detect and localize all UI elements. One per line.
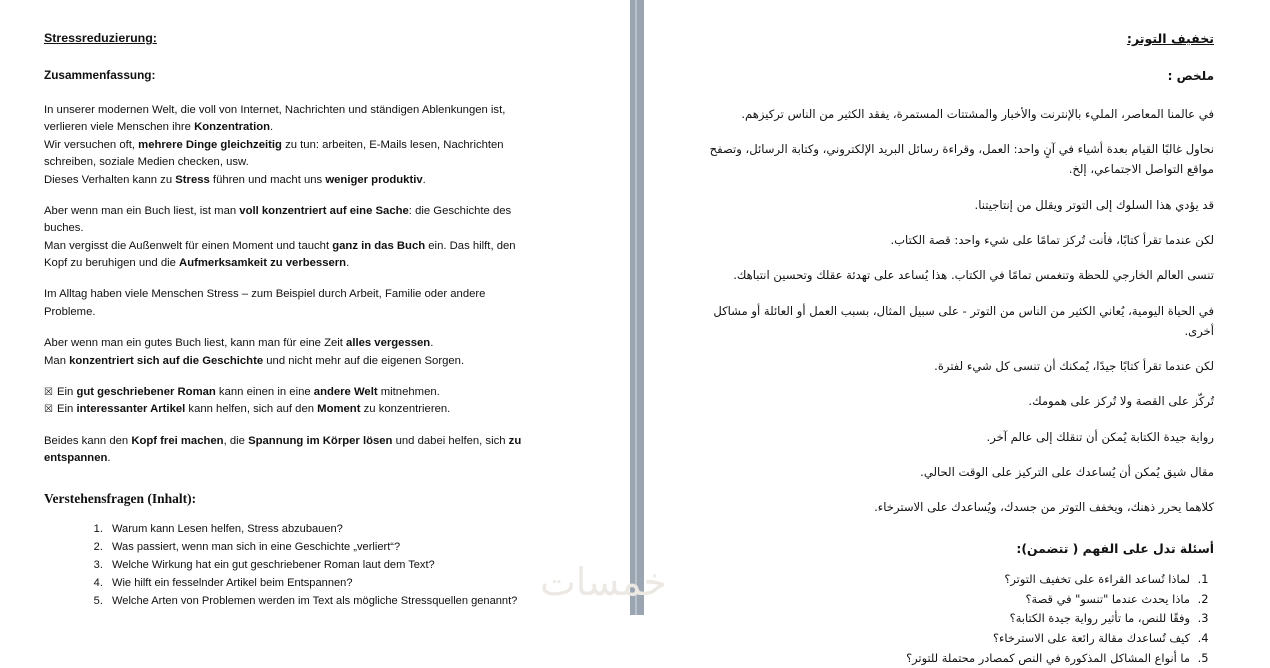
arabic-question-item: 5. ما أنواع المشاكل المذكورة في النص كمصادر محتملة للتوتر؟ xyxy=(684,649,1194,668)
arabic-paragraphs xyxy=(684,104,1214,518)
arabic-title: تخفيف التوتر: xyxy=(1126,31,1214,46)
german-page xyxy=(0,0,630,615)
body-text: kann helfen, sich auf den xyxy=(185,403,318,416)
arabic-question-item: 4. كيف تُساعدك مقالة رائعة على الاسترخاء؟ xyxy=(684,629,1194,649)
text-line xyxy=(44,172,590,188)
body-text: , die xyxy=(223,434,249,447)
german-questions-list xyxy=(44,521,590,611)
body-text: zu tun: arbeiten, E-Mails lesen, Nachrichten xyxy=(281,138,504,151)
german-paragraph xyxy=(44,286,590,320)
text-line xyxy=(44,433,590,449)
arabic-paragraph: كلاهما يحرر ذهنك، ويخفف التوتر من جسدك، ويُساعدك على الاسترخاء. xyxy=(874,500,1214,515)
watermark: خمسات xyxy=(540,560,667,604)
bullet-item xyxy=(44,384,590,401)
german-subtitle: Zusammenfassung: xyxy=(44,67,156,82)
arabic-paragraph: مقال شيق يُمكن أن يُساعدك على التركيز على الوقت الحالي. xyxy=(920,464,1214,479)
text-line xyxy=(44,304,590,320)
emphasis-text: alles vergessen xyxy=(346,337,431,350)
emphasis-text: weniger produktiv xyxy=(325,173,423,186)
text-line xyxy=(44,335,590,351)
text-line xyxy=(44,255,590,271)
arabic-paragraph: في الحياة اليومية، يُعاني الكثير من الناس من التوتر - على سبيل المثال، بسبب العمل أو العائلة أو مشاكل أخرى. xyxy=(713,303,1214,338)
body-text: zu konzentrieren. xyxy=(360,403,451,416)
arabic-questions-list xyxy=(684,570,1214,668)
checkbox-icon: ☒ xyxy=(44,386,53,398)
body-text: Man vergisst die Außenwelt für einen Moment und taucht xyxy=(44,239,333,252)
body-text: und dabei helfen, sich xyxy=(392,434,509,447)
body-text: mitnehmen. xyxy=(377,385,440,398)
arabic-paragraph: قد يؤدي هذا السلوك إلى التوتر ويقلل من إنتاجيتنا. xyxy=(974,197,1214,212)
body-text: Man xyxy=(44,354,70,367)
arabic-paragraph: رواية جيدة الكتابة يُمكن أن تنقلك إلى عالم آخر. xyxy=(986,429,1214,444)
body-text: Im Alltag haben viele Menschen Stress – zum Beispiel durch Arbeit, Familie oder andere xyxy=(44,288,486,301)
emphasis-text: gut geschriebener Roman xyxy=(76,385,216,398)
bullet-item xyxy=(44,401,590,418)
checkbox-icon: ☒ xyxy=(44,404,53,416)
body-text: Aber wenn man ein gutes Buch liest, kann man für eine Zeit xyxy=(44,337,347,350)
page-divider xyxy=(630,0,644,615)
emphasis-text: Kopf frei machen xyxy=(131,434,224,447)
emphasis-text: Konzentration xyxy=(194,121,271,134)
body-text: Wir versuchen oft, xyxy=(44,138,139,151)
body-text: Beides kann den xyxy=(44,434,132,447)
emphasis-text: Spannung im Körper lösen xyxy=(248,434,393,447)
arabic-question-item: 3. وفقًا للنص، ما تأثير رواية جيدة الكتابة؟ xyxy=(684,609,1194,629)
arabic-paragraph: نحاول غالبًا القيام بعدة أشياء في آنٍ واحد: العمل، وقراءة رسائل البريد الإلكتروني، وكتابة الرسائل، وتصفح مواقع التواصل الاجتماعي، إلخ. xyxy=(709,142,1214,177)
arabic-questions-heading: أسئلة تدل على الفهم ( تتضمن): xyxy=(1016,540,1214,556)
german-content xyxy=(44,30,590,611)
body-text: . xyxy=(346,257,350,270)
german-questions-heading: Verstehensfragen (Inhalt): xyxy=(44,490,197,506)
body-text: Aber wenn man ein Buch liest, ist man xyxy=(44,204,240,217)
arabic-paragraph: لكن عندما تقرأ كتابًا، فأنت تُركز تمامًا على شيء واحد: قصة الكتاب. xyxy=(890,233,1214,248)
emphasis-text: Stress xyxy=(175,173,210,186)
emphasis-text: voll konzentriert auf eine Sache xyxy=(239,204,409,217)
body-text: . xyxy=(422,173,426,186)
body-text: kann einen in eine xyxy=(215,385,314,398)
question-item: 5. Welche Arten von Problemen werden im Text als mögliche Stressquellen genannt? xyxy=(106,593,590,611)
german-bullet-list xyxy=(44,384,590,418)
german-closing-paragraph xyxy=(44,433,590,467)
emphasis-text: andere Welt xyxy=(313,385,378,398)
emphasis-text: entspannen xyxy=(44,452,108,465)
body-text: . xyxy=(430,337,434,350)
arabic-question-item: 2. ماذا يحدث عندما "تنسو" في قصة؟ xyxy=(684,590,1194,610)
body-text: . xyxy=(270,121,274,134)
emphasis-text: Aufmerksamkeit zu verbessern xyxy=(179,257,347,270)
emphasis-text: zu xyxy=(508,434,522,447)
text-line xyxy=(44,450,590,466)
arabic-subtitle: ملخص : xyxy=(1167,68,1214,83)
text-line xyxy=(44,353,590,369)
emphasis-text: mehrere Dinge gleichzeitig xyxy=(138,138,282,151)
body-text: In unserer modernen Welt, die voll von Internet, Nachrichten und ständigen Ablenkungen ist, xyxy=(44,104,506,117)
german-title: Stressreduzierung: xyxy=(44,31,157,45)
question-item: 2. Was passiert, wenn man sich in eine Geschichte „verliert“? xyxy=(106,539,590,557)
text-line xyxy=(44,154,590,170)
text-line xyxy=(44,203,590,219)
body-text: und nicht mehr auf die eigenen Sorgen. xyxy=(263,354,465,367)
text-line xyxy=(44,102,590,118)
body-text: : die Geschichte des xyxy=(408,204,512,217)
body-text: ein. Das hilft, den xyxy=(425,239,516,252)
arabic-content xyxy=(684,30,1214,668)
arabic-question-item: 1. لماذا تُساعد القراءة على تخفيف التوتر؟ xyxy=(684,570,1194,590)
divider-line xyxy=(635,0,637,615)
emphasis-text: ganz in das Buch xyxy=(332,239,426,252)
text-line xyxy=(44,286,590,302)
arabic-page xyxy=(644,0,1270,665)
text-line xyxy=(44,119,590,135)
arabic-paragraph: تُركّز على القصة ولا تُركز على همومك. xyxy=(1028,394,1214,409)
body-text: schreiben, soziale Medien checken, usw. xyxy=(44,156,249,169)
body-text: buches. xyxy=(44,222,84,235)
body-text: Kopf zu beruhigen und die xyxy=(44,257,180,270)
text-line xyxy=(44,238,590,254)
body-text: verlieren viele Menschen ihre xyxy=(44,121,195,134)
arabic-paragraph: في عالمنا المعاصر، المليء بالإنترنت والأخبار والمشتتات المستمرة، يفقد الكثير من الناس تركيزهم. xyxy=(741,106,1214,121)
body-text: führen und macht uns xyxy=(209,173,326,186)
text-line xyxy=(44,220,590,236)
body-text: . xyxy=(107,452,111,465)
emphasis-text: konzentriert sich auf die Geschichte xyxy=(69,354,264,367)
question-item: 4. Wie hilft ein fesselnder Artikel beim Entspannen? xyxy=(106,575,590,593)
body-text: Probleme. xyxy=(44,305,96,318)
arabic-paragraph: لكن عندما تقرأ كتابًا جيدًا، يُمكنك أن تنسى كل شيء لفترة. xyxy=(934,359,1214,374)
text-line xyxy=(44,137,590,153)
question-item: 1. Warum kann Lesen helfen, Stress abzubauen? xyxy=(106,521,590,539)
german-paragraph xyxy=(44,335,590,369)
emphasis-text: interessanter Artikel xyxy=(76,403,186,416)
german-paragraph xyxy=(44,203,590,272)
arabic-paragraph: تنسى العالم الخارجي للحظة وتنغمس تمامًا في الكتاب. هذا يُساعد على تهدئة عقلك وتحسين انتباهك. xyxy=(733,268,1214,283)
emphasis-text: Moment xyxy=(317,403,361,416)
body-text: Ein xyxy=(56,403,77,416)
body-text: Dieses Verhalten kann zu xyxy=(44,173,176,186)
body-text: Ein xyxy=(56,385,77,398)
question-item: 3. Welche Wirkung hat ein gut geschriebener Roman laut dem Text? xyxy=(106,557,590,575)
german-paragraph xyxy=(44,102,590,188)
